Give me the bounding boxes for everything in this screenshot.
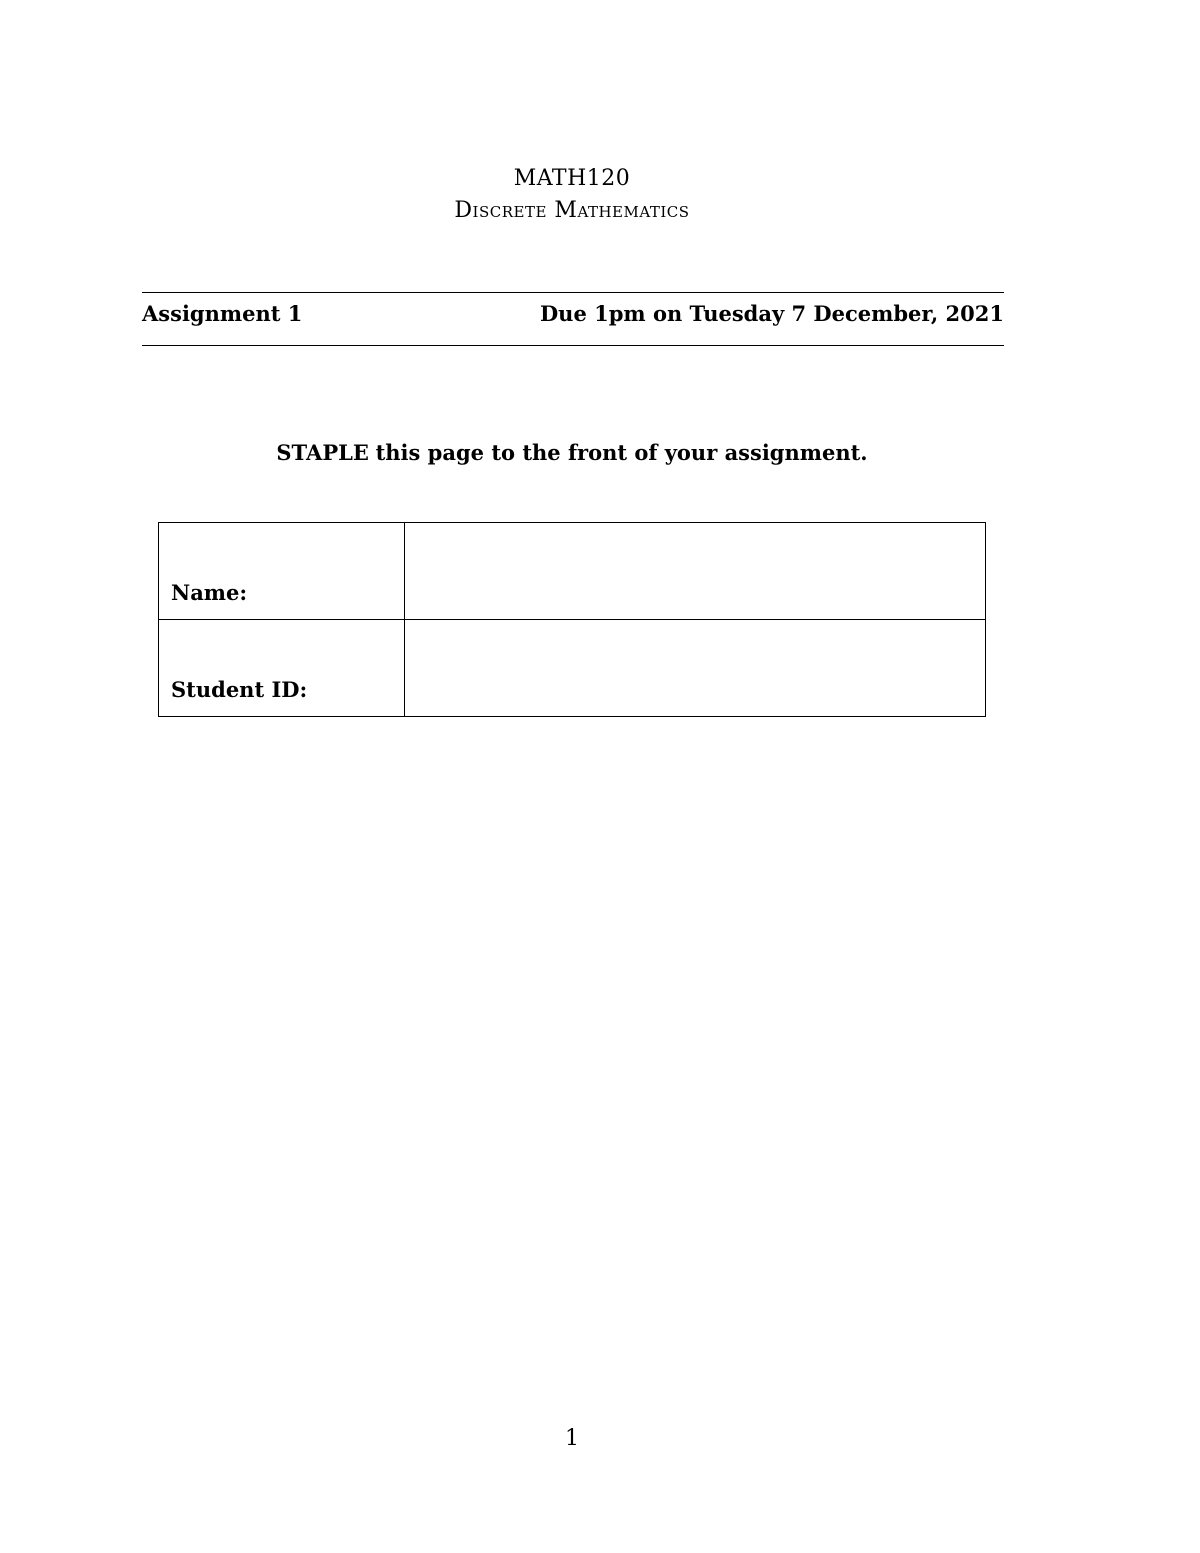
student-id-field[interactable] [405, 620, 986, 717]
student-details-table [158, 522, 986, 717]
due-date: Due 1pm on Tuesday 7 December, 2021 [539, 301, 1004, 326]
table-row-student-id [159, 620, 986, 717]
table-row-name [159, 523, 986, 620]
name-label: Name: [159, 523, 405, 620]
course-code: MATH120 [513, 166, 631, 191]
name-field[interactable] [405, 523, 986, 620]
student-id-label: Student ID: [159, 620, 405, 717]
staple-instruction-text: this page to the front of your assignment. [375, 440, 868, 465]
course-name: Discrete Mathematics [454, 198, 690, 223]
assignment-header [142, 292, 1004, 346]
staple-instruction [0, 440, 1144, 465]
assignment-title: Assignment 1 [142, 301, 303, 326]
staple-emphasis: STAPLE [276, 440, 369, 465]
page-number: 1 [565, 1426, 579, 1451]
